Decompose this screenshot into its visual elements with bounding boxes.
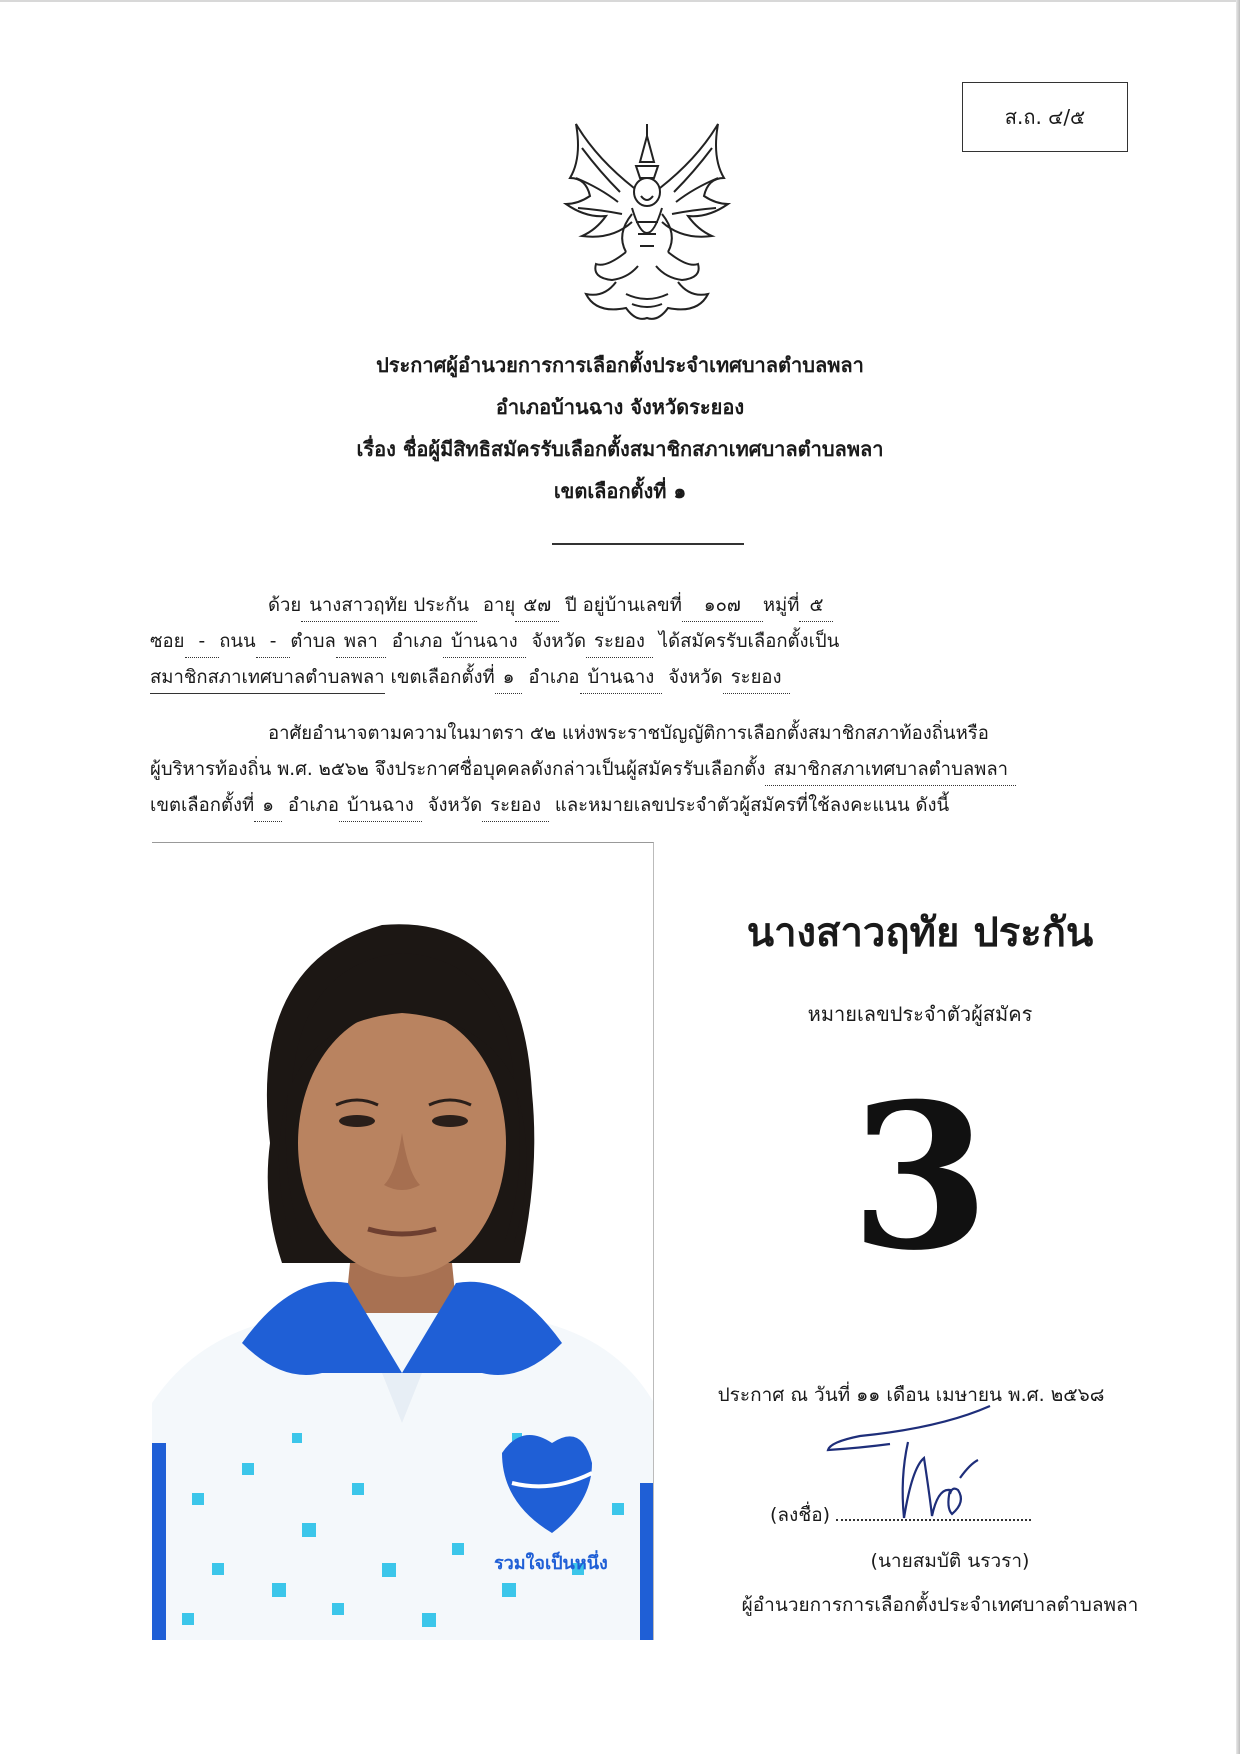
label-province: จังหวัด xyxy=(427,795,483,816)
header-line-3: เรื่อง ชื่อผู้มีสิทธิสมัครรับเลือกตั้งสมาชิกสภาเทศบาลตำบลพลา xyxy=(356,437,884,461)
field-district: ๑ xyxy=(495,663,523,694)
field-amphoe: บ้านฉาง xyxy=(339,791,422,822)
label-house-no: อยู่บ้านเลขที่ xyxy=(582,595,682,616)
candidate-portrait-image xyxy=(152,843,654,1640)
label-amphoe: อำเภอ xyxy=(528,667,580,688)
signature-line xyxy=(770,1500,1070,1530)
label-road: ถนน xyxy=(219,631,256,652)
field-position: สมาชิกสภาเทศบาลตำบลพลา xyxy=(150,663,385,694)
field-province: ระยอง xyxy=(586,627,653,658)
label-amphoe: อำเภอ xyxy=(391,631,443,652)
field-moo: ๕ xyxy=(799,591,833,622)
field-house-no: ๑๐๗ xyxy=(682,591,763,622)
signature-dots xyxy=(836,1519,1031,1521)
garuda-emblem-icon xyxy=(556,118,738,324)
field-soi: - xyxy=(185,627,220,658)
candidate-photo xyxy=(152,842,654,1640)
label-amphoe: อำเภอ xyxy=(287,795,339,816)
form-code: ส.ถ. ๔/๕ xyxy=(1004,105,1086,129)
field-tambon: พลา xyxy=(336,627,386,658)
candidate-number-caption: หมายเลขประจำตัวผู้สมัคร xyxy=(807,1002,1033,1026)
form-code-box xyxy=(962,82,1128,152)
field-amphoe: บ้านฉาง xyxy=(443,627,526,658)
scan-edge xyxy=(1236,0,1240,1754)
header-divider xyxy=(552,543,744,545)
scan-edge xyxy=(0,0,1240,2)
candidate-name: นางสาวฤทัย ประกัน xyxy=(746,910,1094,956)
field-amphoe: บ้านฉาง xyxy=(580,663,663,694)
legal-text-2: ผู้บริหารท้องถิ่น พ.ศ. ๒๕๖๒ จึงประกาศชื่อบุคคลดังกล่าวเป็นผู้สมัครรับเลือกตั้ง xyxy=(150,759,766,780)
label-by: ด้วย xyxy=(268,595,302,616)
candidate-details-paragraph xyxy=(150,588,1115,696)
signer-title: ผู้อำนวยการการเลือกตั้งประจำเทศบาลตำบลพลา xyxy=(741,1594,1139,1616)
field-district: ๑ xyxy=(254,791,282,822)
legal-text-1: อาศัยอำนาจตามความในมาตรา ๕๒ แห่งพระราชบัญญัติการเลือกตั้งสมาชิกสภาท้องถิ่นหรือ xyxy=(268,723,989,744)
label-district: เขตเลือกตั้งที่ xyxy=(150,795,255,816)
announcement-header xyxy=(150,344,1090,512)
announcement-date: ประกาศ ณ วันที่ ๑๑ เดือน เมษายน พ.ศ. ๒๕๖๘ xyxy=(717,1384,1105,1406)
label-province: จังหวัด xyxy=(668,667,723,688)
signer-name: (นายสมบัติ นรวรา) xyxy=(870,1550,1030,1572)
shirt-logo-text: รวมใจเป็นหนึ่ง xyxy=(494,1553,608,1573)
label-tambon: ตำบล xyxy=(290,631,336,652)
legal-text-tail: และหมายเลขประจำตัวผู้สมัครที่ใช้ลงคะแนน ดังนี้ xyxy=(554,795,950,816)
header-line-1: ประกาศผู้อำนวยการการเลือกตั้งประจำเทศบาลตำบลพลา xyxy=(376,353,864,377)
header-line-4: เขตเลือกตั้งที่ ๑ xyxy=(553,479,687,503)
label-years: ปี xyxy=(565,595,577,616)
field-road: - xyxy=(256,627,291,658)
legal-basis-paragraph xyxy=(150,716,1115,824)
candidate-number: 3 xyxy=(850,1060,990,1295)
label-moo: หมู่ที่ xyxy=(762,595,800,616)
field-province: ระยอง xyxy=(482,791,549,822)
header-line-2: อำเภอบ้านฉาง จังหวัดระยอง xyxy=(495,395,745,419)
sign-label: (ลงชื่อ) xyxy=(770,1504,831,1526)
field-position: สมาชิกสภาเทศบาลตำบลพลา xyxy=(765,755,1016,786)
label-province: จังหวัด xyxy=(531,631,587,652)
label-age: อายุ xyxy=(482,595,516,616)
applied-text: ได้สมัครรับเลือกตั้งเป็น xyxy=(658,631,840,652)
field-candidate-name: นางสาวฤทัย ประกัน xyxy=(301,591,477,622)
label-district: เขตเลือกตั้งที่ xyxy=(390,667,495,688)
field-province: ระยอง xyxy=(723,663,790,694)
label-soi: ซอย xyxy=(150,631,185,652)
field-age: ๕๗ xyxy=(515,591,559,622)
